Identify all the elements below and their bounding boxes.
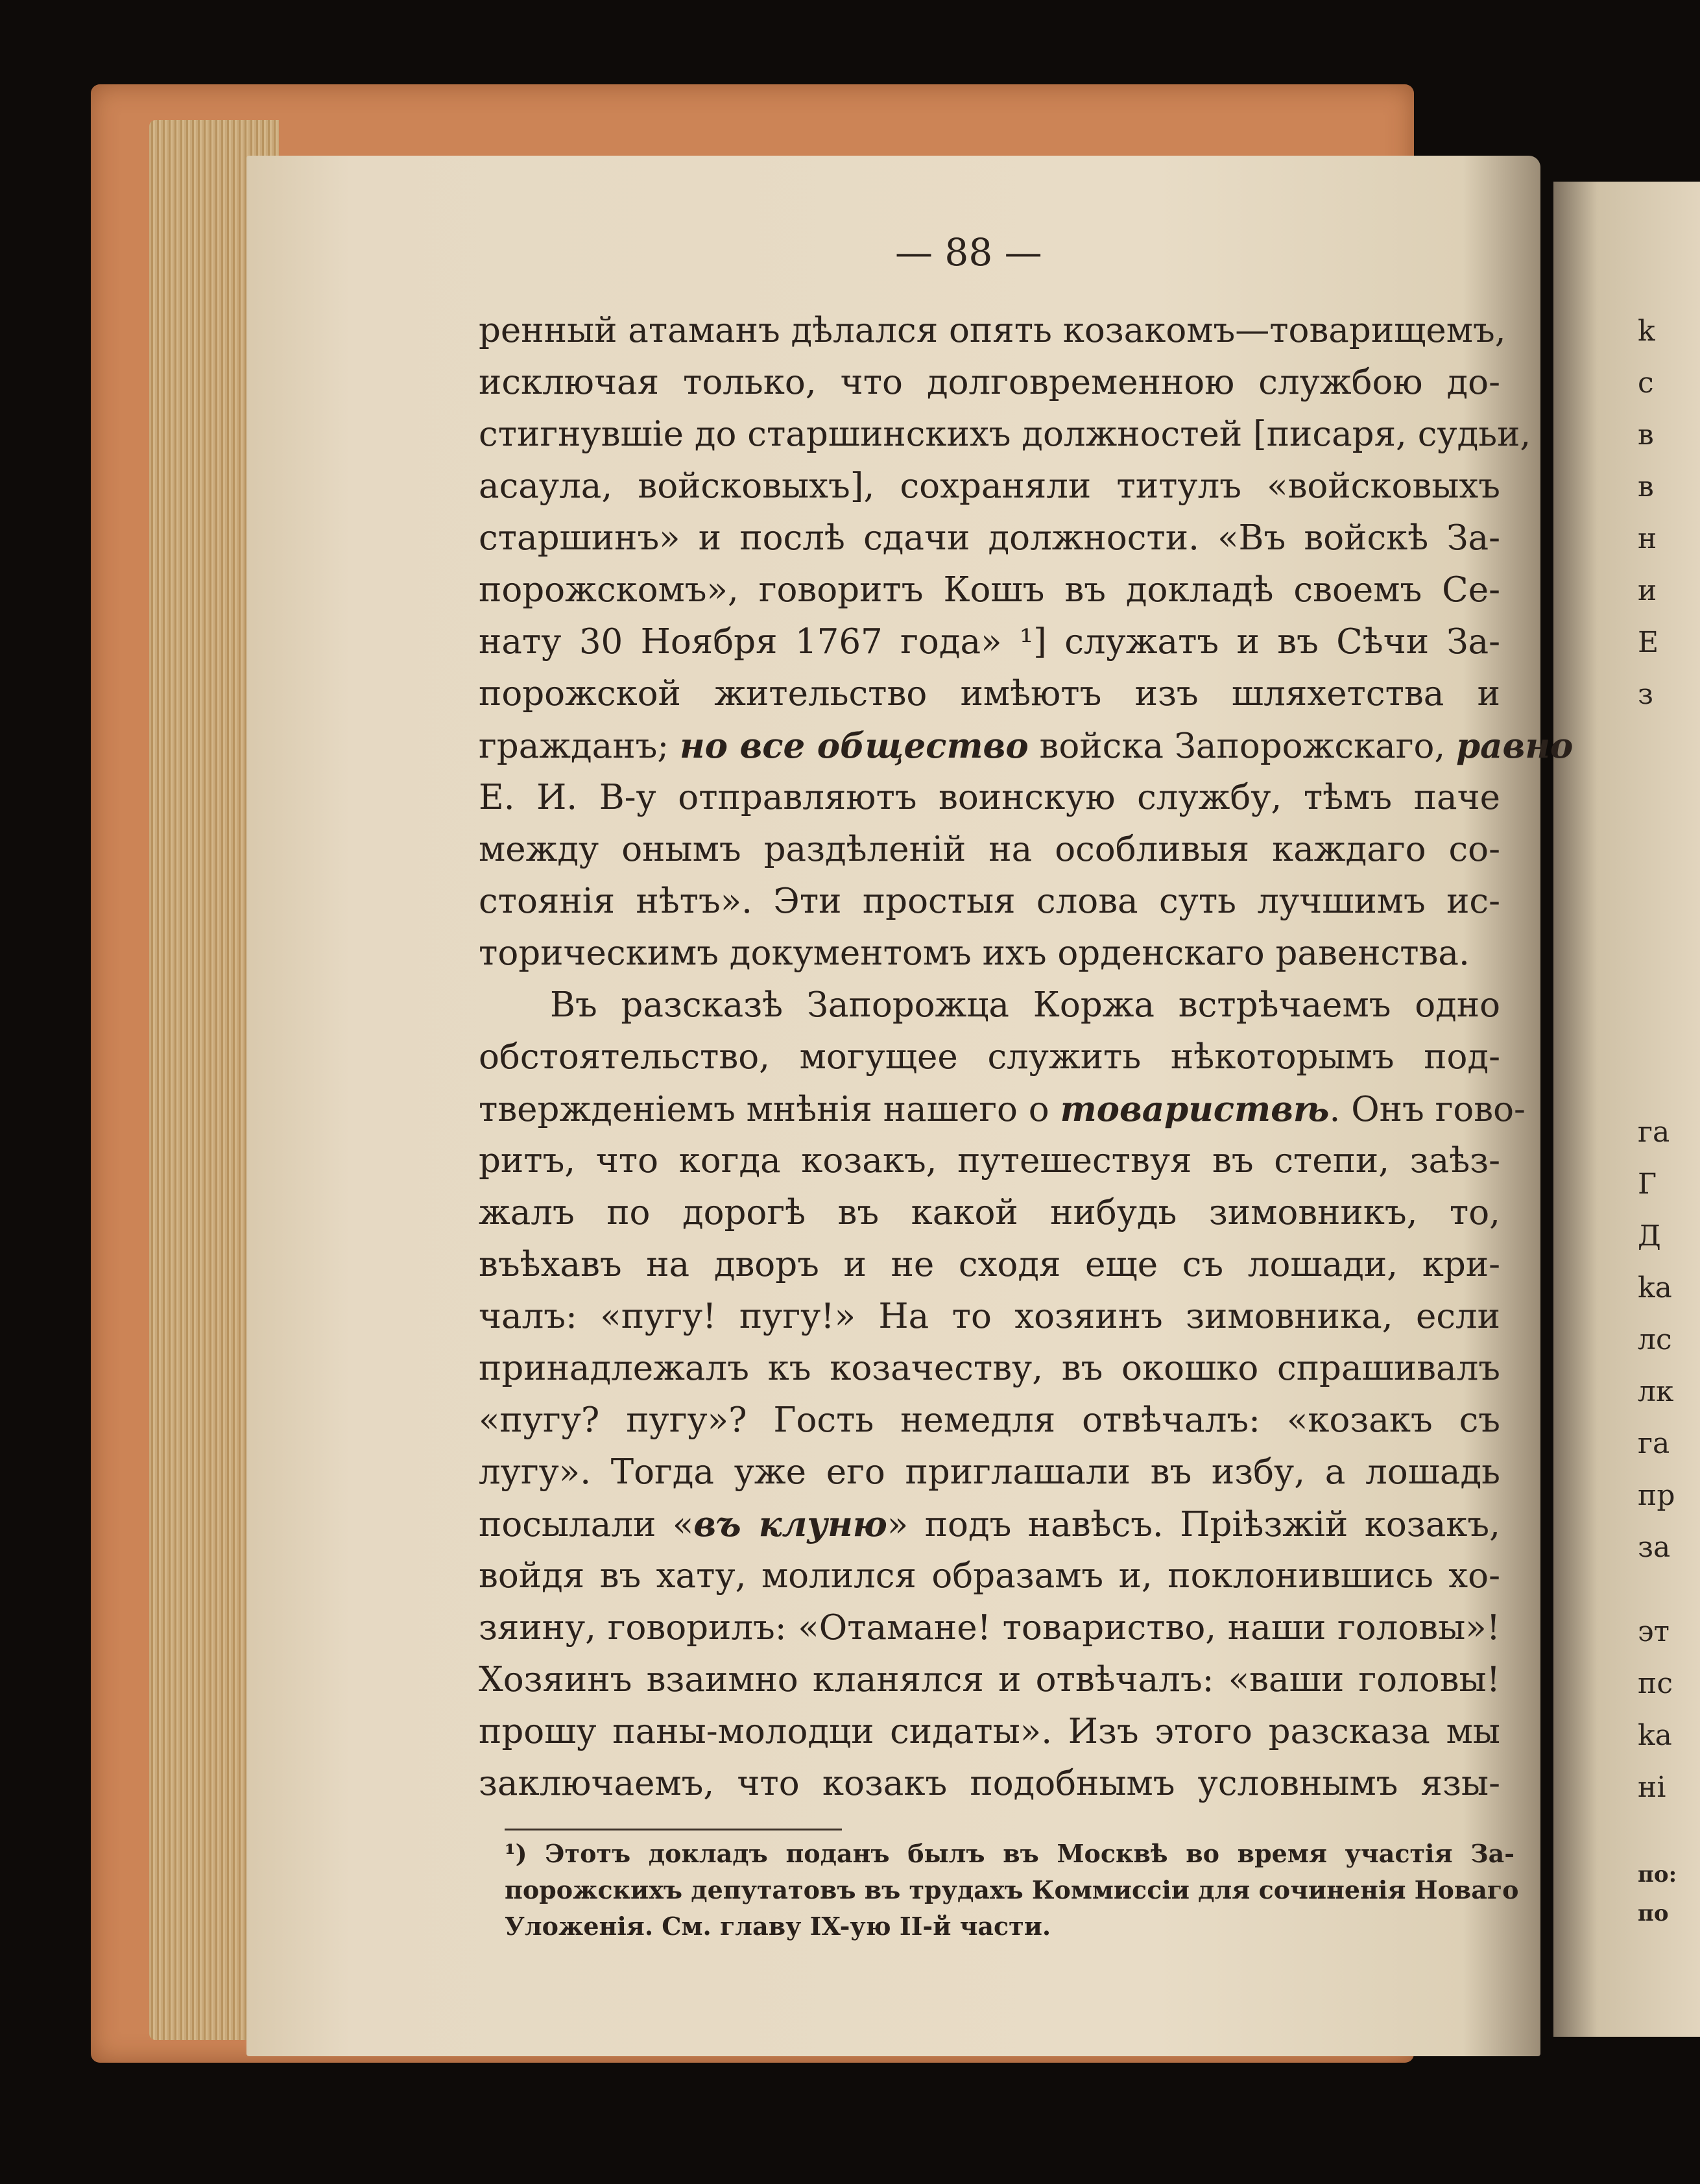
facing-fragment: эт xyxy=(1638,1615,1670,1648)
emphasis-text: товариствѣ xyxy=(1060,1089,1330,1129)
text-line: Въ разсказѣ Запорожца Коржа встрѣчаемъ одно xyxy=(550,985,1500,1025)
text-line: нату 30 Ноября 1767 года» ¹] служатъ и въ Сѣчи За- xyxy=(479,622,1500,662)
facing-fragment: н xyxy=(1638,522,1657,555)
emphasis-text: равно xyxy=(1456,726,1574,766)
facing-fragment: лк xyxy=(1638,1375,1674,1408)
footnote-line: ¹) Этотъ докладъ поданъ былъ въ Москвѣ во время участія За- xyxy=(505,1839,1514,1868)
text-segment: твержденіемъ мнѣнія нашего о xyxy=(479,1090,1060,1129)
text-line: войдя въ хату, молился образамъ и, поклонившись хо- xyxy=(479,1556,1500,1596)
footnote-line: Уложенія. См. главу IX-ую II-й части. xyxy=(505,1912,1051,1941)
facing-fragment: га xyxy=(1638,1116,1670,1149)
text-line: Е. И. В-у отправляютъ воинскую службу, тѣмъ паче xyxy=(479,778,1500,817)
footnote-line: порожскихъ депутатовъ въ трудахъ Коммиссіи для сочиненія Новаго xyxy=(505,1875,1519,1904)
text-line: ритъ, что когда козакъ, путешествуя въ степи, заѣз- xyxy=(479,1141,1500,1181)
text-segment: . Онъ гово- xyxy=(1329,1090,1526,1129)
facing-fragment: га xyxy=(1638,1427,1670,1460)
facing-fragment: c xyxy=(1638,366,1654,400)
facing-fragment: в xyxy=(1638,470,1654,503)
text-segment: гражданъ; xyxy=(479,726,680,766)
text-line xyxy=(479,1083,1526,1135)
text-line: ренный атаманъ дѣлался опять козакомъ—товарищемъ, xyxy=(479,311,1506,350)
text-line: лугу». Тогда уже его приглашали въ избу, а лошадь xyxy=(479,1452,1500,1492)
facing-page xyxy=(1553,182,1700,2037)
text-line: заключаемъ, что козакъ подобнымъ условнымъ язы- xyxy=(479,1764,1500,1803)
text-segment: » подъ навѣсъ. Пріѣзжій козакъ, xyxy=(887,1505,1500,1544)
facing-fragment: з xyxy=(1638,678,1653,711)
footnote xyxy=(505,1836,1519,1945)
text-line: порожской жительство имѣютъ изъ шляхетства и xyxy=(479,674,1500,714)
text-segment: войска Запорожскаго, xyxy=(1028,726,1457,766)
text-line: порожскомъ», говоритъ Кошъ въ докладѣ своемъ Се- xyxy=(479,570,1500,610)
text-line: торическимъ документомъ ихъ орденскаго равенства. xyxy=(479,933,1470,973)
text-line: принадлежалъ къ козачеству, въ окошко спрашивалъ xyxy=(479,1349,1500,1388)
text-segment: посылали « xyxy=(479,1505,694,1544)
text-line: прошу паны-молодци сидаты». Изъ этого разсказа мы xyxy=(479,1712,1500,1751)
text-line xyxy=(479,720,1574,772)
text-line: стигнувшіе до старшинскихъ должностей [писаря, судьи, xyxy=(479,414,1531,454)
text-line: исключая только, что долговременною службою до- xyxy=(479,363,1500,402)
text-line: въѣхавъ на дворъ и не сходя еще съ лошади, кри- xyxy=(479,1245,1500,1284)
emphasis-text: въ клуню xyxy=(693,1504,887,1544)
emphasis-text: но все общество xyxy=(680,726,1029,766)
facing-fragment: Г xyxy=(1638,1168,1657,1201)
page-number: — 88 — xyxy=(895,230,1042,274)
facing-fragment: пс xyxy=(1638,1667,1673,1700)
text-line: обстоятельство, могущее служить нѣкоторымъ под- xyxy=(479,1037,1500,1077)
facing-fragment: ні xyxy=(1638,1771,1666,1804)
footnote-rule xyxy=(505,1829,842,1830)
text-line: стоянія нѣтъ». Эти простыя слова суть лучшимъ ис- xyxy=(479,882,1500,921)
text-line: асаула, войсковыхъ], сохраняли титулъ «войсковыхъ xyxy=(479,466,1500,506)
facing-fragment: k xyxy=(1638,315,1655,348)
text-line: жалъ по дорогѣ въ какой нибудь зимовникъ, то, xyxy=(479,1193,1500,1232)
facing-fragment: лс xyxy=(1638,1323,1672,1356)
text-line: Хозяинъ взаимно кланялся и отвѣчалъ: «ваши головы! xyxy=(479,1660,1500,1699)
facing-fragment: E xyxy=(1638,626,1659,659)
facing-fragment: пр xyxy=(1638,1479,1675,1512)
text-line: между онымъ раздѣленій на особливыя каждаго со- xyxy=(479,830,1500,869)
text-line: зяину, говорилъ: «Отамане! товариство, наши головы»! xyxy=(479,1608,1500,1648)
text-line: «пугу? пугу»? Гость немедля отвѣчалъ: «козакъ съ xyxy=(479,1400,1500,1440)
facing-fragment: по xyxy=(1638,1901,1669,1926)
text-line: чалъ: «пугу! пугу!» На то хозяинъ зимовника, если xyxy=(479,1297,1500,1336)
facing-fragment: Д xyxy=(1638,1219,1661,1253)
facing-fragment: ka xyxy=(1638,1271,1672,1304)
text-line: старшинъ» и послѣ сдачи должности. «Въ войскѣ За- xyxy=(479,518,1500,558)
facing-fragment: за xyxy=(1638,1531,1671,1564)
facing-fragment: в xyxy=(1638,418,1654,451)
text-line xyxy=(479,1498,1500,1550)
facing-fragment: по: xyxy=(1638,1862,1677,1888)
page-body xyxy=(479,305,1574,1810)
facing-fragment: ka xyxy=(1638,1719,1672,1752)
facing-fragment: и xyxy=(1638,574,1657,607)
